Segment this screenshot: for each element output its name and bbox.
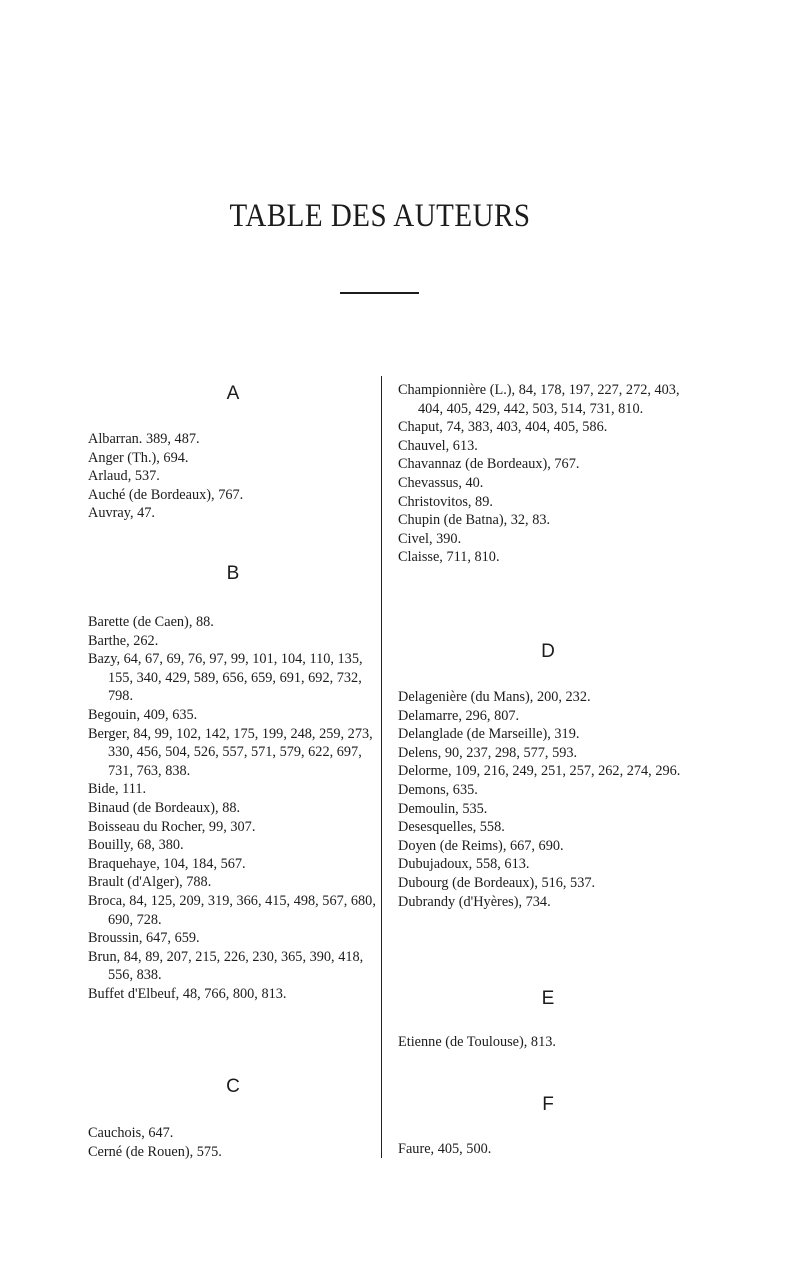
index-entry: Desesquelles, 558. [398,819,505,836]
index-entry: Boisseau du Rocher, 99, 307. [88,818,256,835]
index-entry: Anger (Th.), 694. [88,449,189,466]
index-entry: Auché (de Bordeaux), 767. [88,486,244,503]
index-entry: Broca, 84, 125, 209, 319, 366, 415, 498, 567, 680, 690, 728. [88,892,376,928]
index-entry: Demoulin, 535. [398,800,488,817]
index-entry: Barette (de Caen), 88. [88,614,214,630]
section-letter-d: D [541,641,555,662]
index-entry: Civel, 390. [398,530,462,547]
index-entry: Brault (d'Alger), 788. [88,874,212,891]
page-title: TABLE DES AUTEURS [229,198,531,234]
index-entry: Claisse, 711, 810. [398,549,500,566]
index-entry: Cauchois, 647. [88,1125,174,1141]
index-entry: Delagenière (du Mans), 200, 232. [398,689,591,705]
column-divider [381,376,382,1158]
index-entry: Brun, 84, 89, 207, 215, 226, 230, 365, 390, 418, 556, 838. [88,948,364,984]
index-entry: Berger, 84, 99, 102, 142, 175, 199, 248, 259, 273, 330, 456, 504, 526, 557, 571, 579, 622, 697, 731, 763, 838. [88,725,373,779]
index-entry: Bouilly, 68, 380. [88,837,184,854]
index-entry: Auvray, 47. [88,505,155,522]
index-entry: Bide, 111. [88,781,147,798]
title-rule [340,292,419,294]
index-entry: Dubujadoux, 558, 613. [398,856,530,873]
index-entry: Chupin (de Batna), 32, 83. [398,512,551,529]
index-entry: Cerné (de Rouen), 575. [88,1143,222,1160]
index-entry: Bazy, 64, 67, 69, 76, 97, 99, 101, 104, 110, 135, 155, 340, 429, 589, 656, 659, 691, 692, 732, 798. [88,651,363,705]
index-entry: Braquehaye, 104, 184, 567. [88,855,246,872]
index-entry: Barthe, 262. [88,632,159,649]
index-entry: Championnière (L.), 84, 178, 197, 227, 272, 403, 404, 405, 429, 442, 503, 514, 731, 810. [398,382,680,417]
section-e-entries [398,1033,698,1052]
index-entry: Broussin, 647, 659. [88,930,200,947]
index-entry: Demons, 635. [398,781,478,798]
index-entry: Faure, 405, 500. [398,1141,492,1157]
index-entry: Dubourg (de Bordeaux), 516, 537. [398,874,596,891]
index-entry: Etienne (de Toulouse), 813. [398,1034,556,1050]
index-entry: Delamarre, 296, 807. [398,707,520,724]
section-letter-c: C [226,1076,240,1097]
section-letter-e: E [541,988,555,1009]
index-entry: Chevassus, 40. [398,474,484,491]
section-c-entries [88,1124,378,1161]
index-entry: Christovitos, 89. [398,493,493,510]
index-entry: Delanglade (de Marseille), 319. [398,726,580,743]
index-entry: Dubrandy (d'Hyères), 734. [398,893,551,910]
index-entry: Begouin, 409, 635. [88,706,198,723]
index-entry: Chaput, 74, 383, 403, 404, 405, 586. [398,419,608,436]
index-entry: Chauvel, 613. [398,437,478,454]
index-entry: Delorme, 109, 216, 249, 251, 257, 262, 274, 296. [398,763,681,780]
section-letter-f: F [542,1094,554,1115]
section-letter-a: A [226,383,240,404]
index-entry: Arlaud, 537. [88,468,160,485]
index-entry: Binaud (de Bordeaux), 88. [88,799,241,816]
section-d-entries [398,688,698,911]
section-a-entries [88,430,378,523]
index-entry: Delens, 90, 237, 298, 577, 593. [398,744,578,761]
index-entry: Chavannaz (de Bordeaux), 767. [398,456,580,473]
index-entry: Doyen (de Reims), 667, 690. [398,837,564,854]
index-entry: Albarran. 389, 487. [88,431,200,447]
section-f-entries [398,1140,698,1159]
index-entry: Buffet d'Elbeuf, 48, 766, 800, 813. [88,985,287,1002]
section-letter-b: B [226,563,240,584]
section-c-continued-entries [398,381,698,567]
section-b-entries [88,613,378,1003]
